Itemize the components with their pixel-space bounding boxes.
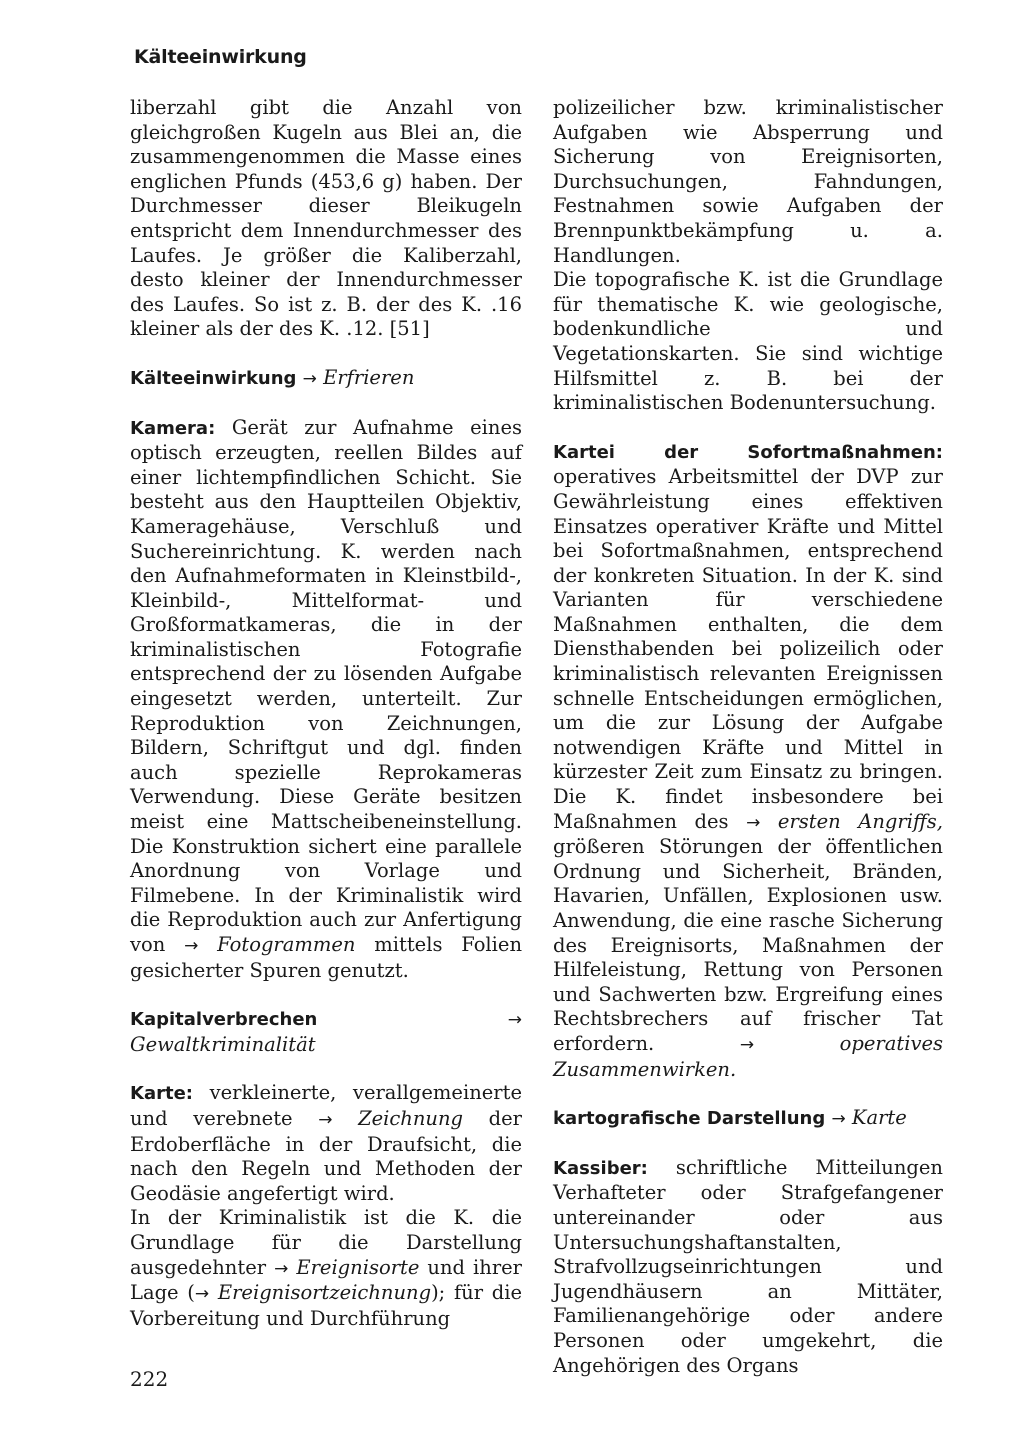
headword: Kamera: (130, 417, 216, 439)
continued-paragraph: polizeilicher bzw. kriminalistischer Aufgaben wie Absperrung und Sicherung von Ereignisorten, Durchsuchungen, Fahndungen, Festnahmen sowie Aufgaben der Brennpunktbekämpfung u. a. Handlungen. (553, 96, 943, 267)
headword: Kassiber: (553, 1157, 648, 1179)
definition-text: größeren Störungen der öffentlichen Ordnung und Sicherheit, Bränden, Havarien, Unfällen, Explosionen usw. Anwendung, die eine rasche Sicherung des Ereignisorts, Maßnahmen der Hilfeleistung, Rettung von Personen und Sachwerten bzw. Ergreifung eines Rechtsbrechers auf frischer Tat erfordern. (553, 835, 943, 1055)
running-head: Kälteeinwirkung (134, 46, 307, 68)
cross-reference: Karte (851, 1106, 907, 1130)
definition-text: der Erdoberfläche in der Draufsicht, die nach den Regeln und Methoden der Geodäsie angefertigt wird. (130, 1106, 522, 1205)
arrow-icon: → (274, 1258, 289, 1279)
cross-reference: Fotogrammen (217, 933, 356, 956)
definition-text: mittels Folien gesicherter Spuren genutzt. (130, 933, 523, 982)
definition-text: verkleinerte, verallgemeinerte und verebnete (130, 1081, 522, 1130)
definition-text: In der Kriminalistik ist die K. die Grundlage für die Darstellung ausgedehnter (130, 1206, 522, 1279)
arrow-icon: → (507, 1010, 522, 1031)
cross-reference: ersten Angriffs, (777, 809, 943, 833)
headword: Kälteeinwirkung (130, 367, 297, 389)
entry-kartei-der-sofortmassnahmen (553, 440, 943, 1082)
headword: Karte: (130, 1083, 193, 1105)
headword: Kapitalverbrechen (130, 1009, 318, 1031)
paragraph-topografische-karte: Die topografische K. ist die Grundlage für thematische K. wie geologische, bodenkundliche und Vegetationskarten. Sie sind wichtige Hilfsmittel z. B. bei der kriminalistischen Bodenuntersuchung. (553, 268, 943, 415)
arrow-icon: → (739, 1034, 755, 1055)
continued-paragraph: liberzahl gibt die Anzahl von gleichgroßen Kugeln aus Blei an, die zusammengenommen die Masse eines englichen Pfunds (453,6 g) haben. Der Durchmesser dieser Bleikugeln entspricht dem Innendurchmesser des Laufes. Je größer die Kaliberzahl, desto kleiner der Innendurchmesser des Laufes. So ist z. B. der des K. .16 kleiner als der des K. .12. [51] (130, 96, 522, 341)
arrow-icon: → (302, 368, 317, 389)
cross-reference: Ereignisorte (296, 1255, 420, 1279)
arrow-icon: → (318, 1109, 333, 1130)
entry-kartografische-darstellung (553, 1106, 943, 1132)
left-column (130, 96, 522, 1331)
arrow-icon: → (746, 812, 761, 833)
entry-kaelteeinwirkung (130, 366, 522, 392)
arrow-icon: → (831, 1109, 846, 1130)
cross-reference: Erfrieren (323, 365, 415, 389)
entry-karte (130, 1081, 522, 1206)
arrow-icon: → (194, 1284, 210, 1305)
definition-text: ); für die Vorbereitung und Durchführung (130, 1281, 523, 1330)
definition-text: operatives Arbeitsmittel der DVP zur Gewährleistung eines effektiven Einsatzes operativer Kräfte und Mittel bei Sofortmaßnahmen, entsprechend der konkreten Situation. In der K. sind Varianten für verschiedene Maßnahmen enthalten, die dem Diensthabenden bei polizeilich oder kriminalistisch relevanten Ereignissen schnelle Entscheidungen ermöglichen, um die zur Lösung der Aufgabe notwendigen Kräfte und Mittel in kürzester Zeit zum Einsatz zu bringen. Die K. findet insbesondere bei Maßnahmen des (553, 465, 943, 833)
definition-text: Gerät zur Aufnahme eines optisch erzeugten, reellen Bildes auf einer lichtempfindlichen Schicht. Sie besteht aus den Hauptteilen Objektiv, Kameragehäuse, Verschluß und Suchereinrichtung. K. werden nach den Aufnahmeformaten in Kleinstbild-, Kleinbild-, Mittelformat- und Großformatkameras, die in der kriminalistischen Fotografie entsprechend der zu lösenden Aufgabe eingesetzt werden, unterteilt. Zur Reproduktion von Zeichnungen, Bildern, Schriftgut und dgl. finden auch spezielle Reprokameras Verwendung. Diese Geräte besitzen meist eine Mattscheibeneinstellung. Die Konstruktion sichert eine parallele Anordnung von Vorlage und Filmebene. In der Kriminalistik wird die Reproduktion auch zur Anfertigung von (130, 415, 523, 956)
entry-kamera (130, 416, 522, 984)
definition-text: und ihrer Lage ( (130, 1255, 523, 1305)
arrow-icon: → (184, 936, 199, 956)
right-column (553, 96, 943, 1378)
entry-karte-continued (130, 1206, 522, 1331)
cross-reference: Zeichnung (358, 1106, 464, 1130)
cross-reference: Gewaltkriminalität (130, 1032, 316, 1056)
page-number: 222 (130, 1367, 169, 1391)
cross-reference: Ereignisortzeichnung (217, 1281, 432, 1305)
entry-kapitalverbrechen (130, 1007, 522, 1057)
cross-reference: operatives Zusammenwirken. (553, 1031, 944, 1081)
headword: kartografische Darstellung (553, 1108, 826, 1130)
headword: Kartei der Sofortmaßnahmen: (553, 441, 943, 463)
definition-text: schriftliche Mitteilungen Verhafteter oder Strafgefangener untereinander oder aus Untersuchungshaftanstalten, Strafvollzugseinrichtungen und Jugendhäusern an Mittäter, Familienangehörige oder andere Personen oder umgekehrt, die Angehörigen des Organs (553, 1155, 943, 1377)
entry-kassiber (553, 1156, 943, 1378)
